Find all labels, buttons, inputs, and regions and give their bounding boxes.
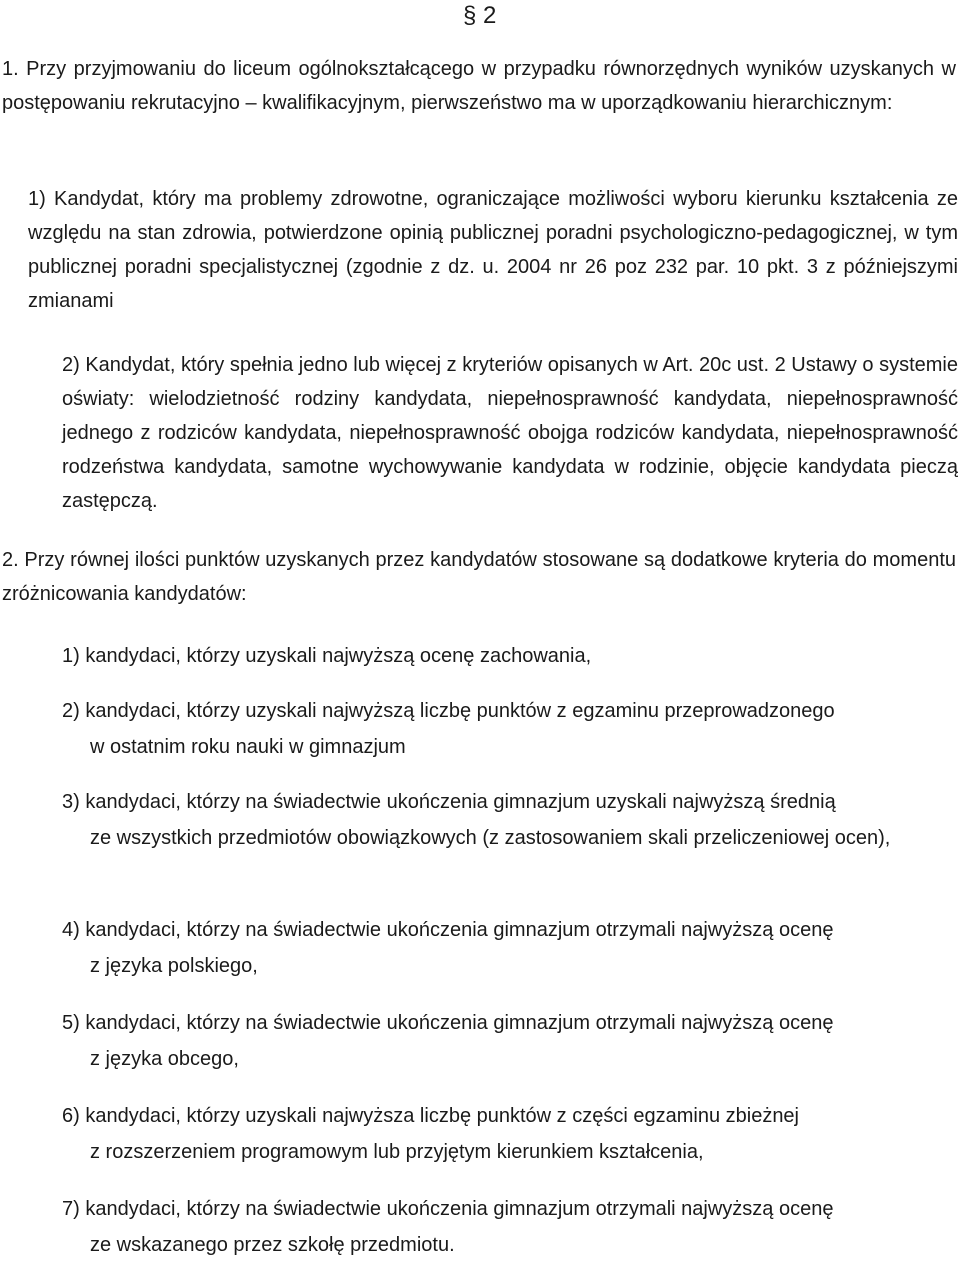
paragraph-1-item-1: 1) Kandydat, który ma problemy zdrowotne, ograniczające możliwości wyboru kierunku kształcenia ze względu na stan zdrowia, potwierdzone opinią publicznej poradni psychologiczno-pedagogicznej, w tym publicznej poradni specjalistycznej (zgodnie z dz. u. 2004 nr 26 poz 232 par. 10 pkt. 3 z późniejszymi zmianami xyxy=(28,188,958,312)
criteria-item-continuation: z języka polskiego, xyxy=(90,955,258,977)
criteria-item-continuation: ze wskazanego przez szkołę przedmiotu. xyxy=(90,1234,455,1256)
criteria-item-continuation: z języka obcego, xyxy=(90,1048,239,1070)
paragraph-1-item-2: 2) Kandydat, który spełnia jedno lub więcej z kryteriów opisanych w Art. 20c ust. 2 Ustawy o systemie oświaty: wielodzietność rodziny kandydata, niepełnosprawność kandydata, niepełnosprawność jednego z rodziców kandydata, niepełnosprawność obojga rodziców kandydata, niepełnosprawność rodzeństwa kandydata, samotne wychowywanie kandydata w rodzinie, objęcie kandydata pieczą zastępczą. xyxy=(62,354,958,512)
criteria-item-continuation: w ostatnim roku nauki w gimnazjum xyxy=(90,736,406,758)
criteria-item-number: 3) xyxy=(62,791,80,813)
criteria-item-4 xyxy=(62,912,958,984)
criteria-item-text: kandydaci, którzy uzyskali najwyższa liczbę punktów z części egzaminu zbieżnej xyxy=(85,1105,800,1127)
criteria-item-text: kandydaci, którzy na świadectwie ukończenia gimnazjum otrzymali najwyższą ocenę xyxy=(85,919,834,941)
section-heading: § 2 xyxy=(463,2,497,29)
criteria-item-number: 1) xyxy=(62,645,80,667)
criteria-item-1 xyxy=(62,638,958,674)
criteria-item-number: 7) xyxy=(62,1198,80,1220)
criteria-item-number: 4) xyxy=(62,919,80,941)
criteria-item-number: 5) xyxy=(62,1012,80,1034)
criteria-item-text: kandydaci, którzy uzyskali najwyższą liczbę punktów z egzaminu przeprowadzonego xyxy=(85,700,835,722)
criteria-item-6 xyxy=(62,1098,958,1170)
paragraph-1: 1. Przy przyjmowaniu do liceum ogólnokształcącego w przypadku równorzędnych wyników uzyskanych w postępowaniu rekrutacyjno – kwalifikacyjnym, pierwszeństwo ma w uporządkowaniu hierarchicznym: xyxy=(2,58,956,114)
criteria-item-text: kandydaci, którzy uzyskali najwyższą ocenę zachowania, xyxy=(85,645,592,667)
criteria-item-5 xyxy=(62,1005,958,1077)
criteria-item-text: kandydaci, którzy na świadectwie ukończenia gimnazjum otrzymali najwyższą ocenę xyxy=(85,1198,834,1220)
criteria-item-7 xyxy=(62,1191,958,1263)
criteria-item-3 xyxy=(62,784,958,856)
criteria-item-2 xyxy=(62,693,958,765)
criteria-item-text: kandydaci, którzy na świadectwie ukończenia gimnazjum uzyskali najwyższą średnią xyxy=(85,791,836,813)
criteria-item-number: 2) xyxy=(62,700,80,722)
criteria-item-number: 6) xyxy=(62,1105,80,1127)
criteria-item-text: kandydaci, którzy na świadectwie ukończenia gimnazjum otrzymali najwyższą ocenę xyxy=(85,1012,834,1034)
criteria-item-continuation: z rozszerzeniem programowym lub przyjętym kierunkiem kształcenia, xyxy=(90,1141,704,1163)
criteria-item-continuation: ze wszystkich przedmiotów obowiązkowych (z zastosowaniem skali przeliczeniowej ocen), xyxy=(90,827,891,849)
paragraph-2: 2. Przy równej ilości punktów uzyskanych przez kandydatów stosowane są dodatkowe kryteria do momentu zróżnicowania kandydatów: xyxy=(2,549,956,605)
